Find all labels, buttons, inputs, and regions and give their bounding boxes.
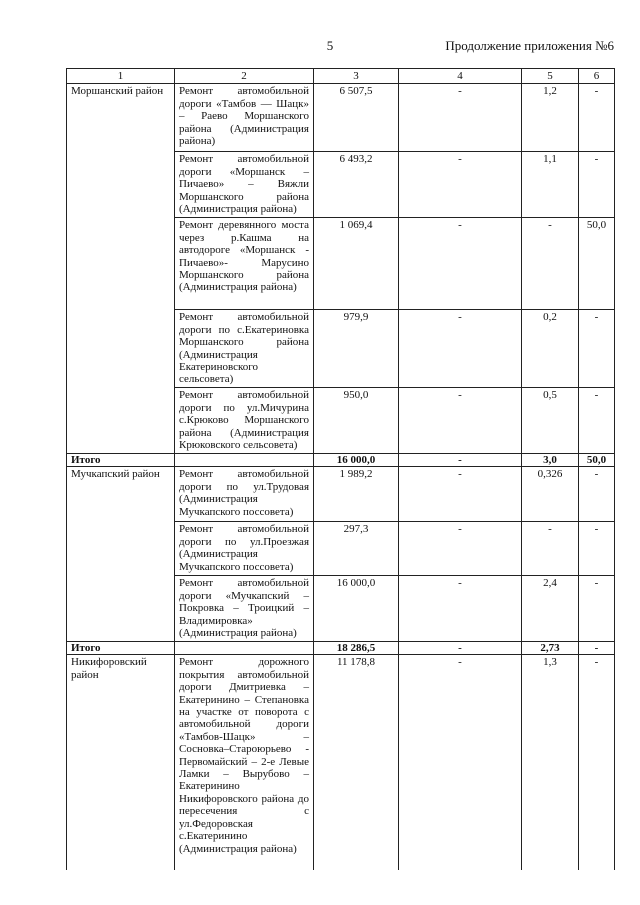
length-cell: - <box>522 522 579 576</box>
amount-cell: 6 493,2 <box>314 152 399 218</box>
total-value: 50,0 <box>579 454 615 467</box>
amount-cell: 979,9 <box>314 310 399 388</box>
length-cell: 1,1 <box>522 152 579 218</box>
table-row <box>67 84 615 152</box>
length-cell: 0,2 <box>522 310 579 388</box>
empty-cell <box>175 454 314 467</box>
column-header: 3 <box>314 69 399 84</box>
district-name: Никифоровский район <box>67 655 175 870</box>
length-cell: 1,2 <box>522 84 579 152</box>
value-cell: - <box>579 576 615 642</box>
value-cell: - <box>579 310 615 388</box>
length-cell: 0,5 <box>522 388 579 454</box>
amount-cell: 1 989,2 <box>314 467 399 522</box>
amount-cell: 6 507,5 <box>314 84 399 152</box>
total-value: - <box>399 642 522 655</box>
amount-cell: 950,0 <box>314 388 399 454</box>
total-length: 2,73 <box>522 642 579 655</box>
table-row <box>67 467 615 522</box>
project-description: Ремонт автомобильной дороги «Моршанск – Пичаево» – Вяжли Моршанского района (Администрация района) <box>175 152 314 218</box>
project-description: Ремонт автомобильной дороги по ул.Мичурина с.Крюково Моршанского района (Администрация Крюковского сельсовета) <box>175 388 314 454</box>
column-header-row <box>67 69 615 84</box>
project-description: Ремонт автомобильной дороги «Тамбов — Шацк» – Раево Моршанского района (Администрация района) <box>175 84 314 152</box>
column-header: 1 <box>67 69 175 84</box>
total-amount: 18 286,5 <box>314 642 399 655</box>
value-cell: - <box>399 655 522 870</box>
amount-cell: 16 000,0 <box>314 576 399 642</box>
total-value: - <box>579 642 615 655</box>
district-name: Моршанский район <box>67 84 175 454</box>
total-row <box>67 642 615 655</box>
value-cell: - <box>399 522 522 576</box>
table-row <box>67 655 615 870</box>
value-cell: 50,0 <box>579 218 615 310</box>
column-header: 2 <box>175 69 314 84</box>
total-label: Итого <box>67 454 175 467</box>
value-cell: - <box>399 84 522 152</box>
project-description: Ремонт деревянного моста через р.Кашма на автодороге «Моршанск - Пичаево»- Марусино Моршанского района (Администрация района) <box>175 218 314 310</box>
value-cell: - <box>399 310 522 388</box>
value-cell: - <box>399 218 522 310</box>
total-amount: 16 000,0 <box>314 454 399 467</box>
length-cell: 1,3 <box>522 655 579 870</box>
value-cell: - <box>579 152 615 218</box>
value-cell: - <box>399 152 522 218</box>
project-description: Ремонт автомобильной дороги по с.Екатериновка Моршанского района (Администрация Екатериновского сельсовета) <box>175 310 314 388</box>
project-description: Ремонт дорожного покрытия автомобильной дороги Дмитриевка – Екатеринино – Степановка на участке от поворота с автомобильной дороги «Тамбов-Шацк» – Сосновка–Староюрьево - Первомайский – 2-е Левые Ламки – Вырубово – Екатеринино Никифоровского района до пересечения с ул.Федоровская с.Екатеринино (Администрация района) <box>175 655 314 870</box>
length-cell: 0,326 <box>522 467 579 522</box>
value-cell: - <box>399 388 522 454</box>
value-cell: - <box>399 467 522 522</box>
column-header: 5 <box>522 69 579 84</box>
total-label: Итого <box>67 642 175 655</box>
length-cell: 2,4 <box>522 576 579 642</box>
length-cell: - <box>522 218 579 310</box>
empty-cell <box>175 642 314 655</box>
value-cell: - <box>579 522 615 576</box>
column-header: 6 <box>579 69 615 84</box>
project-description: Ремонт автомобильной дороги «Мучкапский – Покровка – Троицкий – Владимировка» (Администрация района) <box>175 576 314 642</box>
total-row <box>67 454 615 467</box>
total-length: 3,0 <box>522 454 579 467</box>
page-number: 5 <box>326 38 334 53</box>
value-cell: - <box>579 84 615 152</box>
funding-table <box>66 68 615 870</box>
total-value: - <box>399 454 522 467</box>
value-cell: - <box>399 576 522 642</box>
value-cell: - <box>579 467 615 522</box>
value-cell: - <box>579 388 615 454</box>
district-name: Мучкапский район <box>67 467 175 642</box>
amount-cell: 297,3 <box>314 522 399 576</box>
value-cell: - <box>579 655 615 870</box>
amount-cell: 1 069,4 <box>314 218 399 310</box>
column-header: 4 <box>399 69 522 84</box>
amount-cell: 11 178,8 <box>314 655 399 870</box>
project-description: Ремонт автомобильной дороги по ул.Трудовая (Администрация Мучкапского поссовета) <box>175 467 314 522</box>
project-description: Ремонт автомобильной дороги по ул.Проезжая (Администрация Мучкапского поссовета) <box>175 522 314 576</box>
appendix-continuation-header: Продолжение приложения №6 <box>445 38 614 53</box>
